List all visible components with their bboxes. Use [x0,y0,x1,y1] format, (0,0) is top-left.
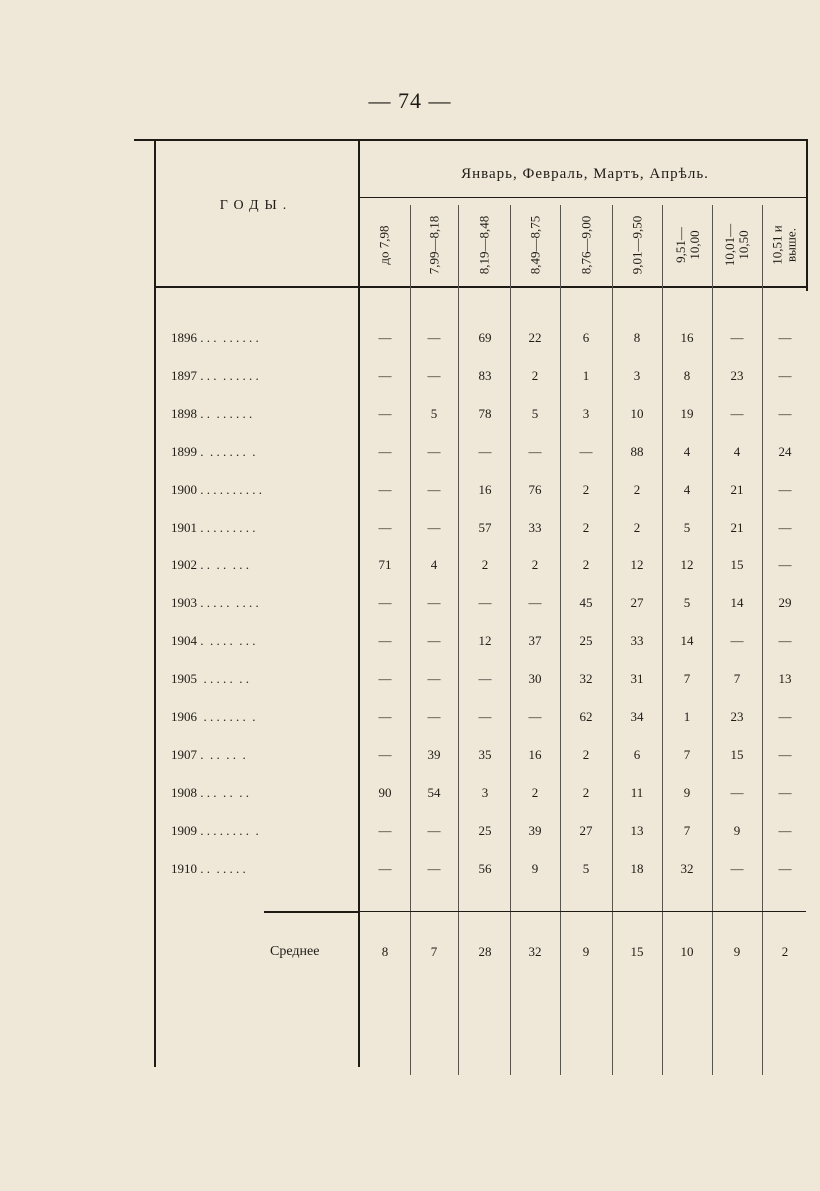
years-column-header: ГОДЫ. [219,198,293,213]
year-label: 1902 . . . . . . . [171,557,249,572]
table-row [0,444,820,464]
table-row [0,785,820,805]
table-right-border [806,141,808,291]
table-cell: 19 [680,406,694,421]
table-cell: 2 [582,747,590,762]
table-row [0,557,820,577]
table-cell: — [378,368,392,383]
table-cell: — [427,520,441,535]
table-cell: 32 [579,671,593,686]
months-header-rule [360,197,806,198]
table-cell: — [427,709,441,724]
table-row [0,330,820,350]
column-header: 9,51— 10,00 [672,227,702,263]
year-label: 1906 . . . . . . . . [171,709,256,724]
table-cell: 16 [478,482,492,497]
table-cell: — [427,633,441,648]
table-cell: 3 [582,406,590,421]
table-row [0,633,820,653]
column-header: 8,76—9,00 [578,215,594,275]
table-cell: — [730,406,744,421]
table-cell: 56 [478,861,492,876]
table-cell: 3 [481,785,489,800]
table-cell: 2 [633,520,641,535]
table-cell: 33 [528,520,542,535]
average-rule-right [360,911,806,912]
table-cell: 1 [582,368,590,383]
table-row [0,671,820,691]
table-cell: — [778,368,792,383]
table-cell: 54 [427,785,441,800]
average-cell: 9 [582,944,590,959]
table-cell: — [478,595,492,610]
table-cell: 5 [683,520,691,535]
table-cell: — [579,444,593,459]
table-cell: 27 [630,595,644,610]
table-cell: 45 [579,595,593,610]
table-row [0,709,820,729]
table-cell: 2 [582,557,590,572]
table-cell: 34 [630,709,644,724]
table-cell: 13 [778,671,792,686]
table-cell: 8 [683,368,691,383]
table-cell: 57 [478,520,492,535]
table-cell: 4 [683,444,691,459]
table-cell: — [378,747,392,762]
table-cell: 25 [579,633,593,648]
table-row [0,595,820,615]
year-label: 1898 . . . . . . . . [171,406,253,421]
table-cell: — [378,482,392,497]
table-cell: — [778,557,792,572]
table-cell: 37 [528,633,542,648]
table-row [0,823,820,843]
table-cell: 22 [528,330,542,345]
table-row [0,368,820,388]
table-cell: 6 [633,747,641,762]
table-cell: — [730,785,744,800]
page-number: — 74 — [368,88,452,113]
table-cell: 7 [683,671,691,686]
table-cell: 25 [478,823,492,838]
table-cell: — [378,406,392,421]
table-row [0,482,820,502]
table-cell: — [427,861,441,876]
average-row [0,944,820,964]
average-cell: 8 [381,944,389,959]
year-label: 1908 . . . . . . . [171,785,249,800]
table-cell: 16 [680,330,694,345]
average-rule-left [264,911,358,913]
table-cell: — [778,520,792,535]
table-cell: 83 [478,368,492,383]
table-cell: 2 [582,520,590,535]
table-cell: — [378,595,392,610]
year-label: 1903 . . . . . . . . . [171,595,259,610]
table-cell: — [730,633,744,648]
table-cell: 4 [733,444,741,459]
table-cell: — [378,633,392,648]
table-cell: — [378,709,392,724]
table-cell: 35 [478,747,492,762]
table-cell: 13 [630,823,644,838]
months-header: Январь, Февраль, Мартъ, Апрѣль. [461,166,709,182]
table-cell: — [378,520,392,535]
table-cell: 12 [630,557,644,572]
average-cell: 2 [781,944,789,959]
table-cell: 29 [778,595,792,610]
table-cell: 7 [733,671,741,686]
table-cell: — [778,406,792,421]
table-cell: — [778,747,792,762]
table-cell: 14 [730,595,744,610]
table-cell: 4 [683,482,691,497]
average-label: Среднее [270,944,320,959]
table-cell: — [427,482,441,497]
table-cell: 12 [680,557,694,572]
year-label: 1904 . . . . . . . . [171,633,256,648]
table-cell: 2 [531,368,539,383]
table-cell: — [778,633,792,648]
table-cell: — [778,861,792,876]
table-cell: 12 [478,633,492,648]
table-cell: — [378,861,392,876]
table-cell: 7 [683,823,691,838]
table-cell: 5 [683,595,691,610]
average-cell: 9 [733,944,741,959]
table-cell: 2 [582,785,590,800]
table-cell: 14 [680,633,694,648]
table-cell: — [427,444,441,459]
year-label: 1910 . . . . . . . [171,861,246,876]
table-cell: 9 [683,785,691,800]
table-cell: 2 [481,557,489,572]
table-cell: 76 [528,482,542,497]
table-cell: 23 [730,368,744,383]
table-cell: 23 [730,709,744,724]
table-cell: 10 [630,406,644,421]
table-cell: 30 [528,671,542,686]
table-cell: 2 [582,482,590,497]
year-label: 1901 . . . . . . . . . [171,520,256,535]
table-cell: 3 [633,368,641,383]
table-cell: 7 [683,747,691,762]
column-header: 10,01— 10,50 [722,223,752,267]
column-header: 7,99—8,18 [426,215,442,275]
table-cell: — [427,823,441,838]
average-cell: 28 [478,944,492,959]
table-cell: 32 [680,861,694,876]
table-cell: 9 [733,823,741,838]
table-cell: — [778,482,792,497]
table-cell: 18 [630,861,644,876]
table-cell: — [528,709,542,724]
table-row [0,520,820,540]
table-cell: — [730,330,744,345]
table-cell: 69 [478,330,492,345]
table-cell: 1 [683,709,691,724]
table-cell: — [478,444,492,459]
table-cell: 5 [582,861,590,876]
average-cell: 10 [680,944,694,959]
column-header: 8,19—8,48 [476,215,492,275]
column-header: до 7,98 [377,225,392,265]
table-cell: 9 [531,861,539,876]
table-cell: 39 [427,747,441,762]
table-cell: — [778,330,792,345]
table-cell: — [378,671,392,686]
year-label: 1897 . . . . . . . . . [171,368,259,383]
table-cell: — [778,785,792,800]
table-cell: 88 [630,444,644,459]
table-cell: 15 [730,747,744,762]
table-row [0,747,820,767]
column-header: 8,49—8,75 [527,215,543,275]
average-cell: 32 [528,944,542,959]
table-cell: 27 [579,823,593,838]
table-cell: — [778,823,792,838]
table-cell: — [427,671,441,686]
table-cell: 62 [579,709,593,724]
year-label: 1907 . . . . . . [171,747,246,762]
table-cell: — [427,368,441,383]
header-bottom-rule [154,286,808,288]
table-cell: — [378,444,392,459]
table-cell: 8 [633,330,641,345]
table-cell: 15 [730,557,744,572]
year-label: 1905 . . . . . . . [171,671,249,686]
average-cell: 15 [630,944,644,959]
table-cell: — [778,709,792,724]
table-cell: 31 [630,671,644,686]
table-cell: — [478,709,492,724]
table-cell: 5 [531,406,539,421]
table-cell: — [427,595,441,610]
table-cell: 2 [531,557,539,572]
table-cell: 5 [430,406,438,421]
table-top-rule [134,139,808,141]
table-cell: 11 [630,785,644,800]
table-cell: 90 [378,785,392,800]
table-cell: — [427,330,441,345]
table-cell: 71 [378,557,392,572]
table-cell: — [478,671,492,686]
table-cell: — [528,444,542,459]
table-row [0,406,820,426]
table-cell: 24 [778,444,792,459]
year-label: 1899 . . . . . . . . [171,444,256,459]
table-cell: 2 [633,482,641,497]
year-label: 1900 . . . . . . . . . . [171,482,262,497]
table-cell: 6 [582,330,590,345]
table-cell: 21 [730,520,744,535]
table-cell: — [378,823,392,838]
year-label: 1896 . . . . . . . . . [171,330,259,345]
table-cell: 33 [630,633,644,648]
column-header: 9,01—9,50 [629,215,645,275]
table-cell: — [528,595,542,610]
table-cell: 4 [430,557,438,572]
table-cell: 2 [531,785,539,800]
year-label: 1909 . . . . . . . . . [171,823,259,838]
table-cell: 78 [478,406,492,421]
table-cell: 39 [528,823,542,838]
table-cell: — [378,330,392,345]
table-cell: 21 [730,482,744,497]
table-cell: 16 [528,747,542,762]
average-cell: 7 [430,944,438,959]
table-cell: — [730,861,744,876]
table-row [0,861,820,881]
column-header: 10,51 и выше. [769,225,799,265]
